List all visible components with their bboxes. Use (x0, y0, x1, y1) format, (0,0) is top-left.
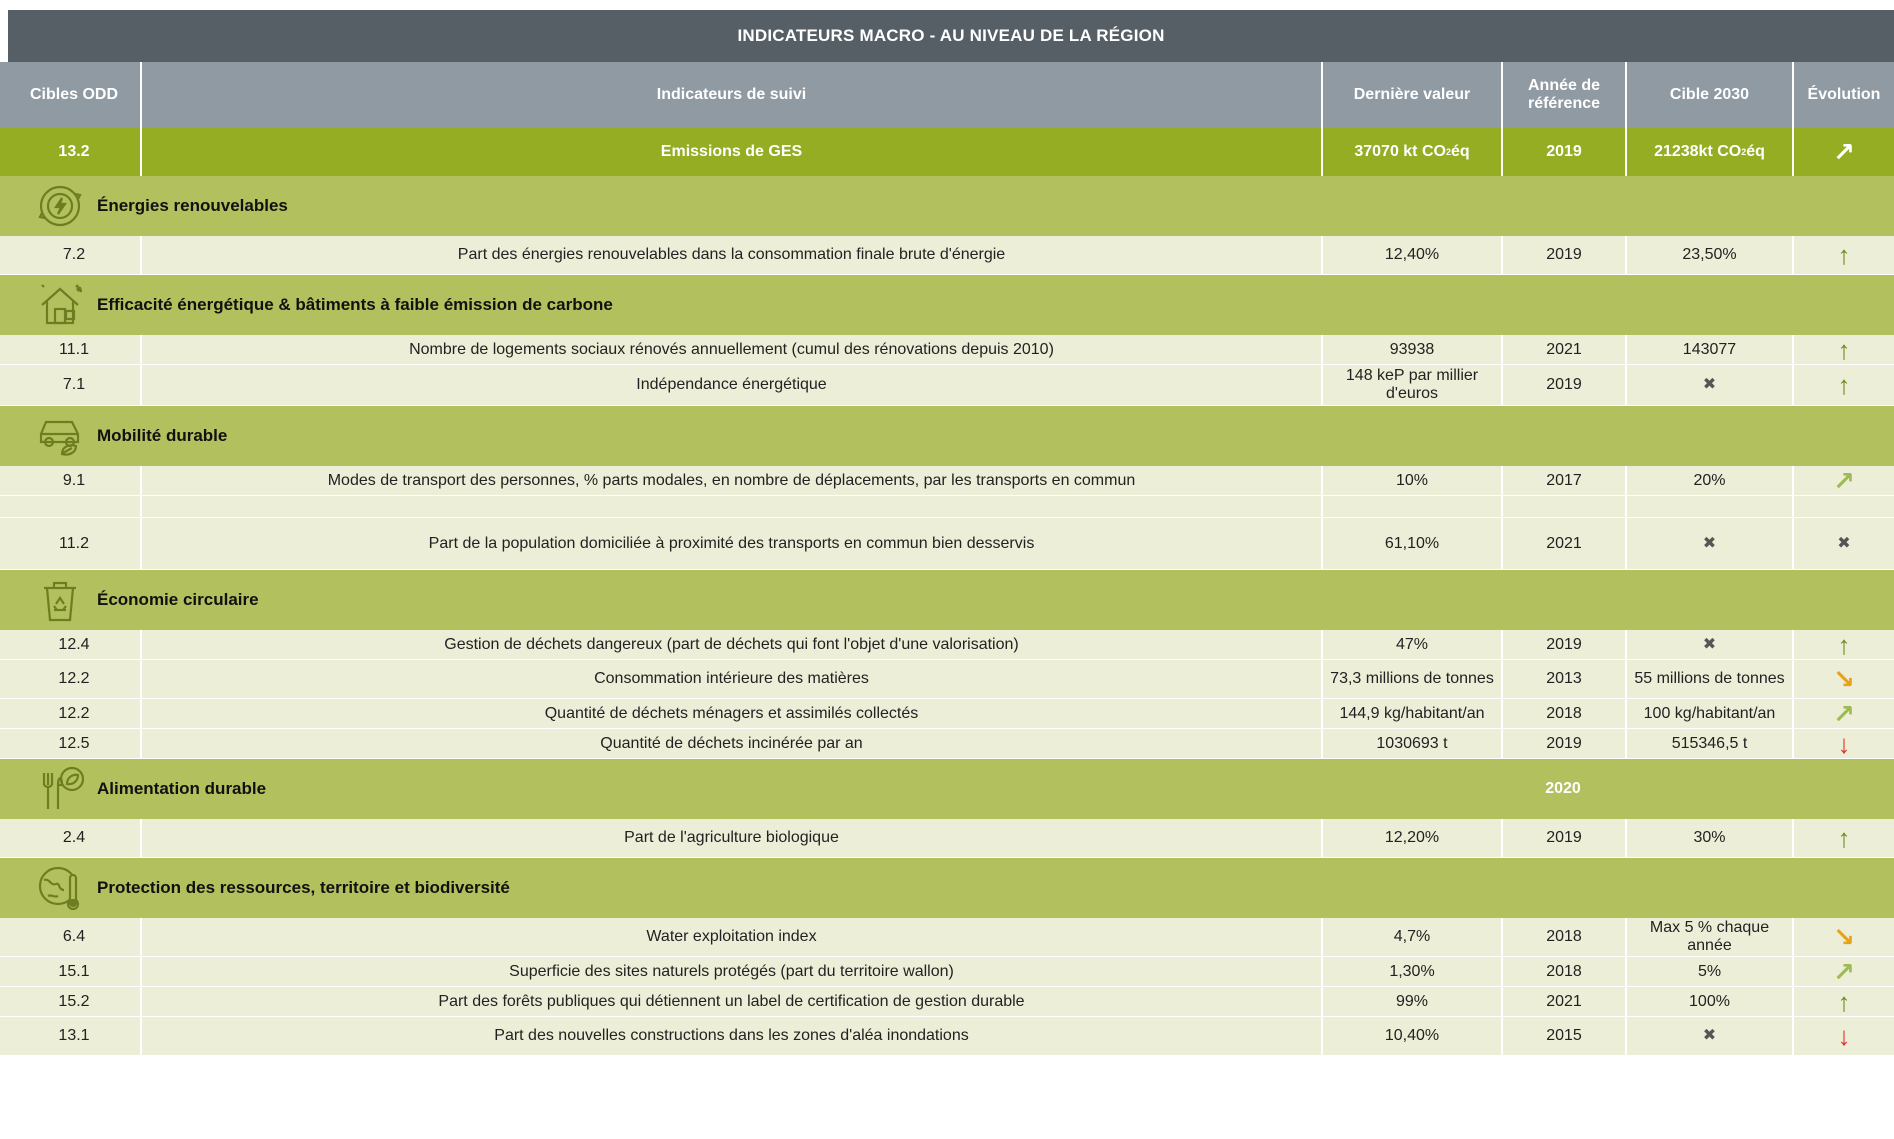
section-spacer (1625, 858, 1792, 918)
ghg-row (0, 128, 1894, 176)
target-cell: 55 millions de tonnes (1625, 660, 1792, 698)
recycle-bin-icon (36, 576, 84, 624)
ref-year-cell: 2021 (1501, 518, 1625, 569)
table-banner-title: INDICATEURS MACRO - AU NIVEAU DE LA RÉGION (8, 10, 1894, 62)
ghg-last-value-text: 37070 kt CO (1354, 143, 1446, 161)
ref-year-cell: 2019 (1501, 819, 1625, 857)
indicator-cell: Part de l'agriculture biologique (140, 819, 1321, 857)
last-value-cell: 47% (1321, 630, 1501, 659)
section-year (1501, 858, 1625, 918)
evolution-arrow: ↘ (1792, 660, 1894, 698)
indicator-cell: Nombre de logements sociaux rénovés annuellement (cumul des rénovations depuis 2010) (140, 335, 1321, 364)
section-spacer (1625, 406, 1792, 466)
section-title: Efficacité énergétique & bâtiments à faible émission de carbone (97, 295, 613, 314)
table-row (0, 819, 1894, 858)
target-cell: 100 kg/habitant/an (1625, 699, 1792, 728)
odd-target-cell: 2.4 (62, 829, 86, 847)
section-spacer (1792, 858, 1894, 918)
ref-year-cell: 2021 (1501, 335, 1625, 364)
ref-year-cell: 2018 (1501, 699, 1625, 728)
table-row (0, 660, 1894, 699)
table-row (0, 335, 1894, 365)
ghg-last-value-subscript: 2 (1445, 146, 1451, 157)
target-cell: ✖ (1625, 1017, 1792, 1055)
section-spacer (1321, 275, 1501, 335)
section-header-row (0, 275, 1894, 335)
target-cell: ✖ (1625, 518, 1792, 569)
ghg-target-text: 21238kt CO (1654, 143, 1742, 161)
evolution-arrow: ↓ (1792, 1017, 1894, 1055)
section-header-row (0, 858, 1894, 918)
ref-year-cell: 2015 (1501, 1017, 1625, 1055)
section-title: Mobilité durable (97, 426, 228, 445)
section-spacer (140, 406, 1321, 466)
indicator-cell: Quantité de déchets ménagers et assimilés collectés (140, 699, 1321, 728)
indicator-cell (140, 496, 1321, 517)
section-spacer (1792, 759, 1894, 819)
section-spacer (1321, 858, 1501, 918)
section-year (1501, 570, 1625, 630)
last-value-cell (1321, 496, 1501, 517)
target-cell: ✖ (1625, 365, 1792, 405)
indicator-cell: Part des forêts publiques qui détiennent un label de certification de gestion durable (140, 987, 1321, 1016)
target-cell: 23,50% (1625, 236, 1792, 274)
indicator-cell: Part des énergies renouvelables dans la consommation finale brute d'énergie (140, 236, 1321, 274)
food-leaf-icon (36, 765, 84, 813)
globe-thermometer-icon (36, 864, 84, 912)
evolution-arrow: ↑ (1792, 335, 1894, 364)
target-cell: 515346,5 t (1625, 729, 1792, 758)
last-value-cell: 73,3 millions de tonnes (1321, 660, 1501, 698)
evolution-arrow (1792, 496, 1894, 517)
evolution-arrow: ↗ (1792, 466, 1894, 495)
evolution-arrow: ✖ (1792, 518, 1894, 569)
ref-year-cell: 2019 (1501, 236, 1625, 274)
indicator-cell: Gestion de déchets dangereux (part de déchets qui font l'objet d'une valorisation) (140, 630, 1321, 659)
indicator-cell: Consommation intérieure des matières (140, 660, 1321, 698)
ghg-evolution-arrow: ↗ (1792, 128, 1894, 176)
renewable-energy-icon (36, 182, 84, 230)
section-header-row (0, 406, 1894, 466)
evolution-arrow: ↑ (1792, 819, 1894, 857)
ref-year-cell: 2019 (1501, 729, 1625, 758)
odd-target-cell (8, 496, 140, 517)
table-row (0, 236, 1894, 275)
table-row (0, 957, 1894, 987)
odd-target-cell: 15.1 (58, 962, 90, 980)
col-header-odd: Cibles ODD (29, 86, 118, 104)
col-header-target: Cible 2030 (1625, 62, 1792, 128)
odd-target-cell: 11.1 (59, 340, 89, 358)
last-value-cell: 99% (1321, 987, 1501, 1016)
evolution-arrow: ↑ (1792, 236, 1894, 274)
ref-year-cell: 2018 (1501, 918, 1625, 956)
last-value-cell: 148 keP par millier d'euros (1321, 365, 1501, 405)
table-row (0, 987, 1894, 1017)
section-spacer (1321, 176, 1501, 236)
last-value-cell: 12,20% (1321, 819, 1501, 857)
indicator-table (0, 10, 1894, 1056)
section-title: Alimentation durable (97, 779, 267, 798)
section-spacer (1792, 406, 1894, 466)
indicator-cell: Modes de transport des personnes, % parts modales, en nombre de déplacements, par les transports en commun (140, 466, 1321, 495)
target-cell: Max 5 % chaque année (1625, 918, 1792, 956)
section-year (1501, 275, 1625, 335)
section-spacer (1321, 759, 1501, 819)
car-icon (36, 412, 84, 460)
indicator-cell: Water exploitation index (140, 918, 1321, 956)
ghg-target (1625, 128, 1792, 176)
ref-year-cell: 2019 (1501, 630, 1625, 659)
section-spacer (1625, 275, 1792, 335)
odd-target-cell: 7.2 (62, 246, 86, 264)
col-header-indicator: Indicateurs de suivi (140, 62, 1321, 128)
ref-year-cell (1501, 496, 1625, 517)
section-spacer (1321, 406, 1501, 466)
section-year (1501, 406, 1625, 466)
table-row (0, 918, 1894, 957)
ghg-last-value (1321, 128, 1501, 176)
ghg-last-value-unit: éq (1450, 143, 1470, 161)
section-spacer (1792, 570, 1894, 630)
last-value-cell: 12,40% (1321, 236, 1501, 274)
table-row (0, 496, 1894, 518)
ghg-odd: 13.2 (58, 143, 90, 161)
table-row (0, 699, 1894, 729)
target-cell (1625, 496, 1792, 517)
section-spacer (1625, 759, 1792, 819)
ref-year-cell: 2018 (1501, 957, 1625, 986)
target-cell: 143077 (1625, 335, 1792, 364)
col-header-last-value: Dernière valeur (1321, 62, 1501, 128)
target-cell: 5% (1625, 957, 1792, 986)
column-header-row (0, 62, 1894, 128)
evolution-arrow: ↑ (1792, 987, 1894, 1016)
section-year: 2020 (1545, 780, 1581, 798)
section-title: Protection des ressources, territoire et biodiversité (97, 878, 510, 897)
evolution-arrow: ↗ (1792, 957, 1894, 986)
table-row (0, 1017, 1894, 1056)
table-row (0, 365, 1894, 406)
evolution-arrow: ↘ (1792, 918, 1894, 956)
ghg-ref-year: 2019 (1501, 128, 1625, 176)
target-cell: ✖ (1625, 630, 1792, 659)
table-row (0, 630, 1894, 660)
indicator-cell: Quantité de déchets incinérée par an (140, 729, 1321, 758)
section-spacer (1792, 176, 1894, 236)
table-row (0, 729, 1894, 759)
section-spacer (140, 759, 1321, 819)
odd-target-cell: 12.2 (58, 704, 90, 722)
evolution-arrow: ↓ (1792, 729, 1894, 758)
section-header-row (0, 570, 1894, 630)
odd-target-cell: 9.1 (62, 471, 86, 489)
ghg-indicator: Emissions de GES (140, 128, 1321, 176)
ref-year-cell: 2017 (1501, 466, 1625, 495)
last-value-cell: 61,10% (1321, 518, 1501, 569)
last-value-cell: 93938 (1321, 335, 1501, 364)
evolution-arrow: ↗ (1792, 699, 1894, 728)
odd-target-cell: 12.4 (58, 635, 90, 653)
last-value-cell: 10% (1321, 466, 1501, 495)
indicator-cell: Part de la population domiciliée à proximité des transports en commun bien desservis (140, 518, 1321, 569)
last-value-cell: 1030693 t (1321, 729, 1501, 758)
col-header-evolution: Évolution (1792, 62, 1894, 128)
section-spacer (1792, 275, 1894, 335)
sections-container (0, 176, 1894, 1056)
target-cell: 20% (1625, 466, 1792, 495)
section-spacer (1625, 176, 1792, 236)
last-value-cell: 10,40% (1321, 1017, 1501, 1055)
last-value-cell: 4,7% (1321, 918, 1501, 956)
section-year (1501, 176, 1625, 236)
indicator-cell: Part des nouvelles constructions dans les zones d'aléa inondations (140, 1017, 1321, 1055)
section-spacer (140, 570, 1321, 630)
ref-year-cell: 2019 (1501, 365, 1625, 405)
col-header-ref-year: Année de référence (1501, 62, 1625, 128)
target-cell: 30% (1625, 819, 1792, 857)
odd-target-cell: 12.2 (58, 670, 90, 688)
section-title: Énergies renouvelables (97, 196, 288, 215)
odd-target-cell: 11.2 (59, 534, 89, 552)
odd-target-cell: 6.4 (62, 928, 86, 946)
section-header-row (0, 176, 1894, 236)
indicator-cell: Indépendance énergétique (140, 365, 1321, 405)
evolution-arrow: ↑ (1792, 630, 1894, 659)
house-icon (36, 281, 84, 329)
odd-target-cell: 7.1 (62, 376, 86, 394)
ghg-target-unit: éq (1746, 143, 1765, 161)
section-spacer (1321, 570, 1501, 630)
table-row (0, 518, 1894, 570)
ghg-target-subscript: 2 (1741, 146, 1747, 157)
section-title: Économie circulaire (97, 590, 259, 609)
evolution-arrow: ↑ (1792, 365, 1894, 405)
section-spacer (140, 176, 1321, 236)
ref-year-cell: 2021 (1501, 987, 1625, 1016)
ref-year-cell: 2013 (1501, 660, 1625, 698)
table-row (0, 466, 1894, 496)
section-header-row (0, 759, 1894, 819)
last-value-cell: 144,9 kg/habitant/an (1321, 699, 1501, 728)
odd-target-cell: 15.2 (58, 992, 90, 1010)
last-value-cell: 1,30% (1321, 957, 1501, 986)
odd-target-cell: 12.5 (58, 734, 90, 752)
odd-target-cell: 13.1 (58, 1027, 90, 1045)
section-spacer (1625, 570, 1792, 630)
indicator-cell: Superficie des sites naturels protégés (part du territoire wallon) (140, 957, 1321, 986)
target-cell: 100% (1625, 987, 1792, 1016)
